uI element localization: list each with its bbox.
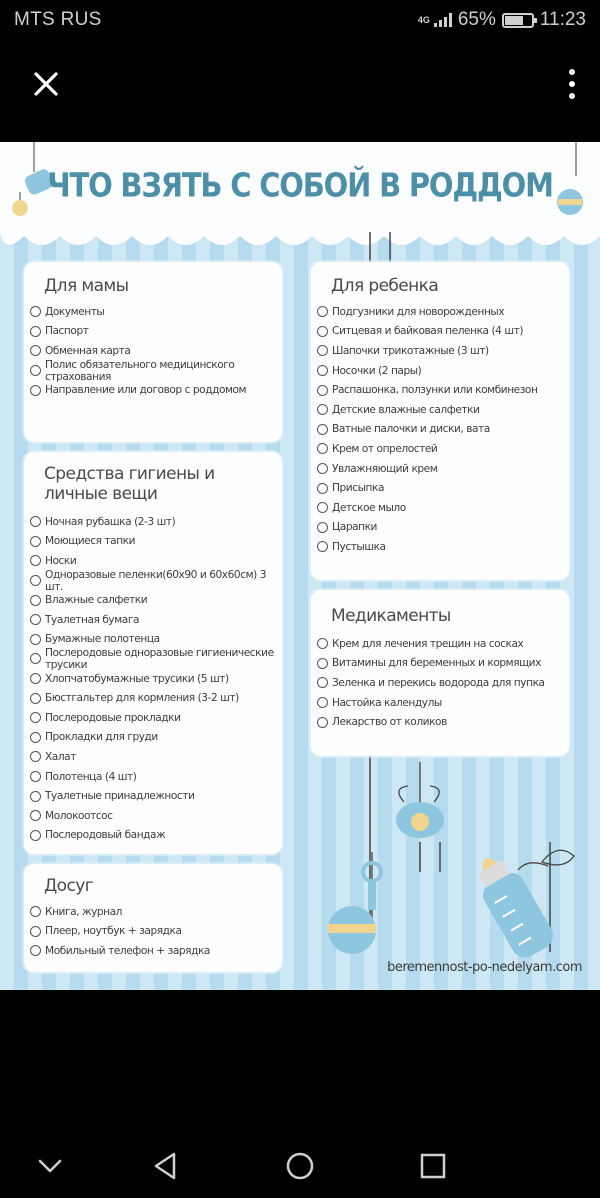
back-button[interactable] [148,1148,184,1184]
item-label: Крем для лечения трещин на сосках [332,637,524,650]
list-item [30,610,282,630]
checkbox-circle[interactable] [30,673,41,684]
item-label: Обменная карта [45,344,131,357]
card-for-mom [24,262,282,442]
checkbox-circle[interactable] [30,345,41,356]
close-button[interactable] [26,64,66,104]
infographic-title: ЧТО ВЗЯТЬ С СОБОЙ В РОДДОМ [47,165,553,205]
network-type: 4G [417,14,430,25]
back-icon [148,1148,184,1184]
item-label: Полотенца (4 шт) [45,770,137,783]
battery-icon [502,13,534,28]
card-leisure [24,864,282,972]
list-item [317,439,569,459]
checkbox-circle[interactable] [317,443,328,454]
checkbox-circle[interactable] [30,712,41,723]
item-label: Молокоотсос [45,809,113,822]
checklist-for-mom [30,302,282,400]
item-label: Присыпка [332,482,384,495]
card-for-baby [311,262,569,580]
list-item [30,568,282,593]
clock: 11:23 [539,9,586,30]
checkbox-circle[interactable] [317,677,328,688]
close-icon [26,64,66,104]
list-item [30,941,282,961]
checkbox-circle[interactable] [30,732,41,743]
more-vert-icon [564,66,580,102]
item-label: Паспорт [45,325,89,338]
item-label: Ночная рубашка (2-3 шт) [45,515,176,528]
checkbox-circle[interactable] [317,365,328,376]
checklist-medications [317,634,569,732]
checkbox-circle[interactable] [317,306,328,317]
checkbox-circle[interactable] [30,385,41,396]
list-item [317,498,569,518]
item-label: Царапки [332,521,377,534]
item-label: Шапочки трикотажные (3 шт) [332,344,489,357]
card-medications [311,590,569,756]
item-label: Носки [45,554,77,567]
checkbox-circle[interactable] [30,614,41,625]
card-title-medications: Медикаменты [331,606,451,626]
list-item [317,712,569,732]
item-label: Пустышка [332,540,386,553]
list-item [30,747,282,767]
list-item [30,786,282,806]
checkbox-circle[interactable] [30,945,41,956]
list-item [317,361,569,381]
list-item [30,826,282,846]
list-item [30,902,282,922]
item-label: Влажные салфетки [45,594,148,607]
list-item [317,693,569,713]
checkbox-circle[interactable] [317,502,328,513]
list-item [317,518,569,538]
list-item [30,669,282,689]
checkbox-circle[interactable] [30,516,41,527]
system-navigation-bar [0,1130,600,1198]
item-label: Прокладки для груди [45,731,158,744]
item-label: Туалетные принадлежности [45,790,195,803]
checkbox-circle[interactable] [30,634,41,645]
list-item [30,646,282,671]
item-label: Моющиеся тапки [45,535,136,548]
checkbox-circle[interactable] [317,541,328,552]
list-item [30,322,282,342]
checkbox-circle[interactable] [30,595,41,606]
checkbox-circle[interactable] [30,326,41,337]
checklist-leisure [30,902,282,961]
list-item [317,537,569,557]
list-item [317,459,569,479]
item-label: Бюстгальтер для кормления (3-2 шт) [45,692,239,705]
checklist-for-baby [317,302,569,557]
item-label: Ситцевая и байковая пеленка (4 шт) [332,325,524,338]
battery-percent: 65% [457,9,496,30]
list-item [30,358,282,383]
item-label: Лекарство от коликов [332,716,447,729]
list-item [317,322,569,342]
checkbox-circle[interactable] [30,365,41,376]
checkbox-circle[interactable] [317,404,328,415]
checkbox-circle[interactable] [30,791,41,802]
card-title-for-baby: Для ребенка [331,276,439,296]
carrier-name: MTS RUS [14,9,102,30]
list-item [30,532,282,552]
checkbox-circle[interactable] [317,463,328,474]
checkbox-circle[interactable] [317,717,328,728]
item-label: Туалетная бумага [45,613,139,626]
chevron-down-icon [32,1148,68,1184]
item-label: Зеленка и перекись водорода для пупка [332,676,545,689]
item-label: Плеер, ноутбук + зарядка [45,925,182,938]
checklist-image [0,142,600,990]
status-icons [418,9,586,31]
item-label: Настойка календулы [332,696,442,709]
list-item [317,634,569,654]
image-viewer-toolbar [0,40,600,140]
checkbox-circle[interactable] [30,771,41,782]
checklist-hygiene [30,512,282,845]
recents-icon [415,1148,451,1184]
checkbox-circle[interactable] [30,906,41,917]
item-label: Послеродовые прокладки [45,711,181,724]
checkbox-circle[interactable] [30,575,41,586]
checkbox-circle[interactable] [30,693,41,704]
item-label: Документы [45,305,105,318]
checkbox-circle[interactable] [30,653,41,664]
item-label: Послеродовые одноразовые гигиенические трусики [45,646,274,671]
hide-nav-button[interactable] [32,1148,68,1184]
item-label: Направление или договор с роддомом [45,384,247,397]
item-label: Увлажняющий крем [332,462,438,475]
checkbox-circle[interactable] [30,555,41,566]
checkbox-circle[interactable] [30,830,41,841]
item-label: Хлопчатобумажные трусики (5 шт) [45,672,229,685]
checkbox-circle[interactable] [317,424,328,435]
list-item [317,420,569,440]
list-item [30,728,282,748]
list-item [317,654,569,674]
list-item [317,302,569,322]
card-title-hygiene: Средства гигиены и личные вещи [44,464,215,504]
checkbox-circle[interactable] [30,926,41,937]
list-item [30,590,282,610]
list-item [30,302,282,322]
status-bar [0,0,600,40]
item-label: Одноразовые пеленки(60х90 и 60х60см) 3 шт. [45,568,267,593]
item-label: Книга, журнал [45,905,123,918]
list-item [30,688,282,708]
item-label: Витамины для беременных и кормящих [332,657,541,670]
checkbox-circle[interactable] [317,658,328,669]
list-item [30,922,282,942]
more-options-button[interactable] [564,66,580,102]
item-label: Детские влажные салфетки [332,403,480,416]
checkbox-circle[interactable] [30,751,41,762]
item-label: Бумажные полотенца [45,633,160,646]
checkbox-circle[interactable] [30,536,41,547]
checkbox-circle[interactable] [317,345,328,356]
item-label: Послеродовый бандаж [45,829,166,842]
item-label: Подгузники для новорожденных [332,305,505,318]
checkbox-circle[interactable] [317,385,328,396]
item-label: Распашонка, ползунки или комбинезон [332,384,538,397]
list-item [317,400,569,420]
item-label: Носочки (2 пары) [332,364,422,377]
list-item [30,767,282,787]
checkbox-circle[interactable] [317,326,328,337]
recents-button[interactable] [415,1148,451,1184]
list-item [317,380,569,400]
checkbox-circle[interactable] [317,638,328,649]
item-label: Крем от опрелостей [332,442,438,455]
home-button[interactable] [282,1148,318,1184]
checkbox-circle[interactable] [317,483,328,494]
source-website: beremennost-po-nedelyam.com [387,960,582,975]
list-item [317,673,569,693]
card-title-for-mom: Для мамы [44,276,129,296]
card-title-leisure: Досуг [44,876,94,896]
list-item [30,512,282,532]
item-label: Полис обязательного медицинского страхования [45,358,235,383]
checkbox-circle[interactable] [317,522,328,533]
list-item [317,341,569,361]
card-hygiene [24,452,282,854]
list-item [30,708,282,728]
list-item [30,380,282,400]
baby-items-decoration [312,762,600,962]
list-item [30,806,282,826]
home-icon [282,1148,318,1184]
checkbox-circle[interactable] [317,697,328,708]
signal-icon [434,13,452,27]
item-label: Мобильный телефон + зарядка [45,944,210,957]
item-label: Халат [45,750,76,763]
checkbox-circle[interactable] [30,810,41,821]
item-label: Ватные палочки и диски, вата [332,423,490,436]
list-item [317,478,569,498]
item-label: Детское мыло [332,501,406,514]
checkbox-circle[interactable] [30,306,41,317]
